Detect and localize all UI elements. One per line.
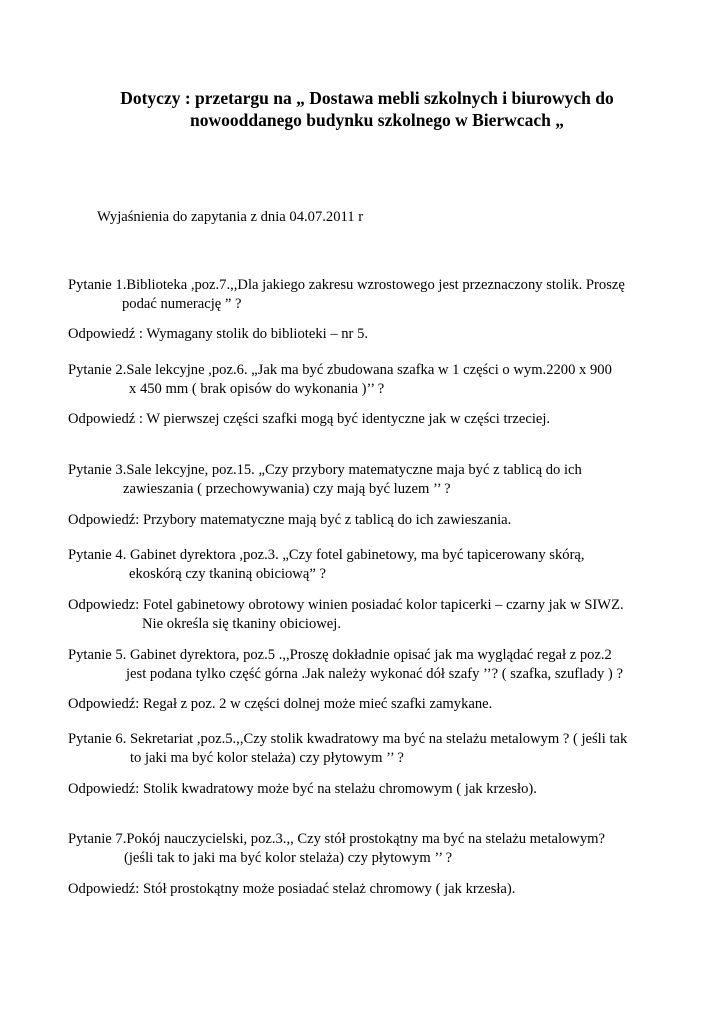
title-line-1: Dotyczy : przetargu na „ Dostawa mebli szkolnych i biurowych do [120,88,614,108]
question-7 [68,830,605,868]
question-text-continued: zawieszania ( przechowywania) czy mają być luzem ’’ ? [123,481,451,497]
question-text: Pytanie 1.Biblioteka ,poz.7.,,Dla jakiego zakresu wzrostowego jest przeznaczony stolik. Proszę [68,277,625,293]
answer-7 [68,880,515,899]
answer-1 [68,325,368,344]
question-text: Pytanie 5. Gabinet dyrektora, poz.5 .,,Proszę dokładnie opisać jak ma wyglądać regał z poz.2 [68,647,612,663]
question-text: Pytanie 7.Pokój nauczycielski, poz.3.,, Czy stół prostokątny ma być na stelażu metalowym? [68,831,606,847]
document-title [0,87,724,131]
question-5 [68,646,623,684]
answer-text: Odpowiedź: Stół prostokątny może posiadać stelaż chromowy ( jak krzesła). [68,881,516,897]
answer-text: Odpowiedz: Fotel gabinetowy obrotowy winien posiadać kolor tapicerki – czarny jak w SIWZ. [68,597,624,613]
question-text: Pytanie 3.Sale lekcyjne, poz.15. „Czy przybory matematyczne maja być z tablicą do ich [68,462,582,478]
question-1 [68,276,625,314]
answer-text: Odpowiedź : W pierwszej części szafki mogą być identyczne jak w części trzeciej. [68,411,551,427]
question-2 [68,361,612,399]
question-text-continued: podać numerację ” ? [122,296,242,312]
answer-text: Odpowiedź: Stolik kwadratowy może być na stelażu chromowym ( jak krzesło). [68,781,537,797]
answer-2 [68,410,550,429]
answer-text: Odpowiedź: Regał z poz. 2 w części dolnej może mieć szafki zamykane. [68,696,493,712]
question-4 [68,546,585,584]
answer-3 [68,511,511,530]
question-text: Pytanie 2.Sale lekcyjne ,poz.6. „Jak ma być zbudowana szafka w 1 części o wym.2200 x 900 [68,362,612,378]
question-text-continued: jest podana tylko część górna .Jak należy wykonać dół szafy ’’? ( szafka, szuflady ) ? [126,666,623,682]
question-text-continued: x 450 mm ( brak opisów do wykonania )’’ ? [129,381,385,397]
question-text-continued: (jeśli tak to jaki ma być kolor stelaża) czy płytowym ’’ ? [124,850,453,866]
title-line-2: nowooddanego budynku szkolnego w Bierwcach „ [190,110,564,130]
answer-text: Odpowiedź : Wymagany stolik do biblioteki – nr 5. [68,326,369,342]
answer-4 [68,596,624,634]
answer-text-continued: Nie określa się tkaniny obiciowej. [142,616,341,632]
question-text-continued: to jaki ma być kolor stelaża) czy płytowym ’’ ? [130,750,404,766]
answer-5 [68,695,492,714]
question-6 [68,730,627,768]
clarification-subtitle: Wyjaśnienia do zapytania z dnia 04.07.2011 r [97,209,364,225]
question-text: Pytanie 4. Gabinet dyrektora ,poz.3. „Czy fotel gabinetowy, ma być tapicerowany skórą, [68,547,585,563]
question-text: Pytanie 6. Sekretariat ,poz.5.,,Czy stolik kwadratowy ma być na stelażu metalowym ? ( jeśli tak [68,731,628,747]
answer-text: Odpowiedź: Przybory matematyczne mają być z tablicą do ich zawieszania. [68,512,512,528]
answer-6 [68,780,537,799]
question-3 [68,461,582,499]
question-text-continued: ekoskórą czy tkaniną obiciową” ? [129,566,326,582]
